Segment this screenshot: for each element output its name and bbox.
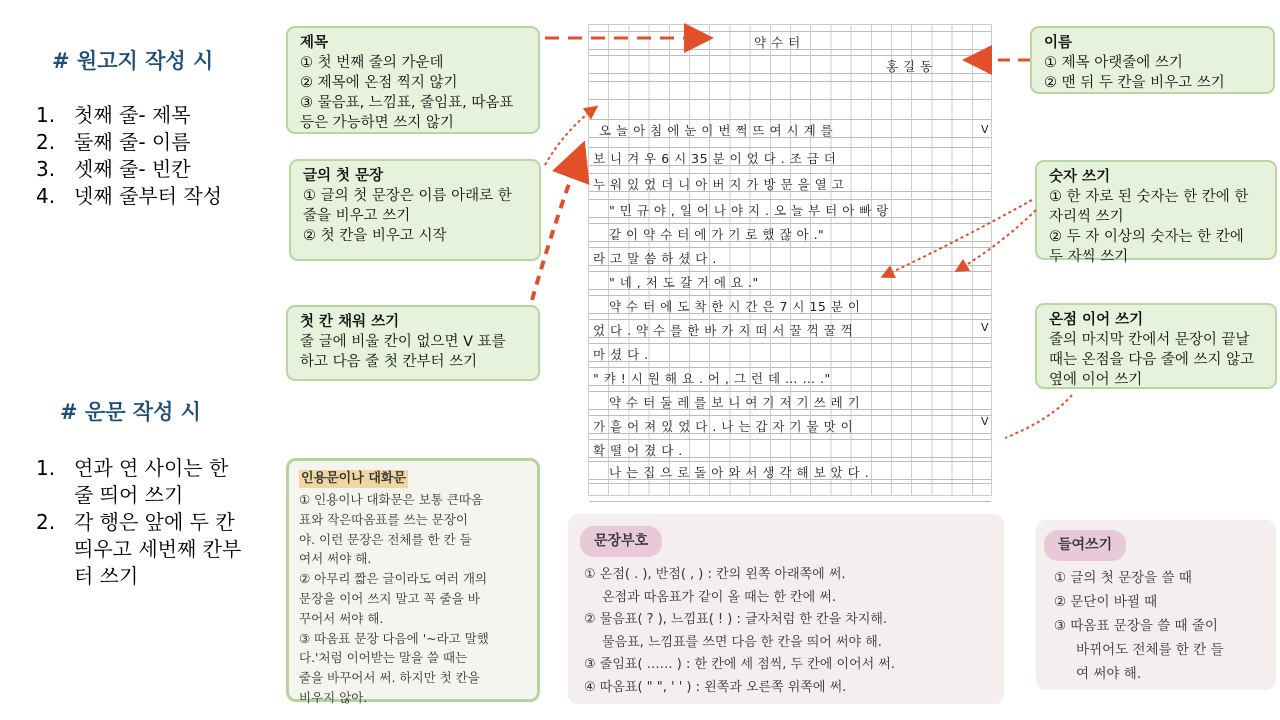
grid-row (589, 483, 991, 502)
grid-row-text: 확 떨 어 졌 다 . (593, 443, 683, 458)
v-mark: V (981, 321, 990, 334)
manuscript-grid (588, 24, 992, 496)
verse-rules-list (36, 455, 251, 590)
grid-row (589, 343, 991, 362)
grid-row-text: 약 수 터 에 도 착 한 시 간 은 7 시 15 분 이 (609, 299, 861, 314)
punctuation-rules-box (568, 514, 1004, 704)
indent-pill: 들여쓰기 (1044, 530, 1126, 561)
punctuation-lines: ① 온점( . ), 반점( , ) : 칸의 왼쪽 아래쪽에 써. 온점과 따옴표가 같이 올 때는 한 칸에 써. ② 물음표( ? ), 느낌표( ! ) : 글자처럼 한 칸을 차지해. 물음표, 느낌표를 쓰면 다음 한 칸을 띄어 써야 해. ③ 줄임표( …… ) : 한 칸에 세 점씩, 두 칸에 이어서 써. ④ 따옴표( " ", ' ' ) : 왼쪽과 오른쪽 위쪽에 써. (584, 567, 895, 695)
indent-lines: ① 글의 첫 문장을 쓸 때 ② 문단이 바뀔 때 ③ 따옴표 문장을 쓸 때 줄이 바뀌어도 전체를 한 칸 들 여 써야 해. (1054, 570, 1224, 682)
quote-rules-box (286, 458, 540, 705)
note-fill-first-cell: 첫 칸 채워 쓰기 줄 글에 비울 칸이 없으면 V 표를 하고 다음 줄 첫 칸부터 쓰기 (286, 305, 540, 381)
grid-row-text: 나 는 집 으 로 돌 아 와 서 생 각 해 보 았 다 . (609, 465, 870, 480)
grid-row-text: 약 수 터 둘 레 를 보 니 여 기 저 기 쓰 레 기 (609, 395, 861, 410)
grid-row-text: " 네 , 저 도 갈 거 에 요 ." (609, 275, 759, 290)
note-period-continuation: 온점 이어 쓰기 줄의 마지막 칸에서 문장이 끝날 때는 온점을 다음 줄에 쓰지 않고 옆에 이어 쓰기 (1035, 303, 1277, 389)
quote-box-lines: ① 인용이나 대화문은 보통 큰따옴 표와 작은따옴표를 쓰는 문장이 야. 이런 문장은 전체를 한 칸 들 여서 써야 해. ② 아무리 짧은 글이라도 여러 개의 문장을 이어 쓰지 말고 꼭 줄을 바 꾸어서 써야 해. ③ 따옴표 문장 다음에 '~라고 말했 다.'처럼 이어받는 말을 쓸 때는 줄을 바꾸어서 써. 하지만 첫 칸을 비우지 않아. (299, 492, 489, 705)
grid-row-text: 누 워 있 었 더 니 아 버 지 가 방 문 을 열 고 (593, 177, 845, 192)
list-item: 2. 각 행은 앞에 두 칸 띄우고 세번째 칸부터 쓰기 (36, 510, 242, 588)
manuscript-rules-list (36, 102, 246, 210)
grid-row-text: 마 셨 다 . (593, 347, 649, 362)
note-title-rules: 제목 ① 첫 번째 줄의 가운데 ② 제목에 온점 찍지 않기 ③ 물음표, 느낌표, 줄임표, 따옴표 등은 가능하면 쓰지 않기 (286, 26, 540, 134)
grid-row-text: 홍 길 동 (886, 59, 933, 74)
grid-row (589, 81, 991, 100)
note-name-rules: 이름 ① 제목 아랫줄에 쓰기 ② 맨 뒤 두 칸을 비우고 쓰기 (1030, 26, 1275, 94)
quote-box-title: 인용문이나 대화문 (301, 471, 406, 486)
punctuation-pill: 문장부호 (580, 526, 662, 557)
note-number-rules: 숫자 쓰기 ① 한 자로 된 숫자는 한 칸에 한 자리씩 쓰기 ② 두 자 이상의 숫자는 한 칸에 두 자씩 쓰기 (1035, 160, 1277, 260)
heading-manuscript: # 원고지 작성 시 (52, 49, 214, 73)
list-item: 4. 넷째 줄부터 작성 (36, 184, 222, 208)
list-item: 3. 셋째 줄- 빈칸 (36, 157, 191, 181)
grid-row-text: 같 이 약 수 터 에 가 기 로 했 잖 아 ." (609, 227, 825, 242)
note-first-sentence: 글의 첫 문장 ① 글의 첫 문장은 이름 아래로 한 줄을 비우고 쓰기 ② 첫 칸을 비우고 시작 (289, 159, 541, 261)
v-mark: V (981, 415, 990, 428)
heading-verse: # 운문 작성 시 (60, 400, 201, 424)
indent-rules-box (1036, 520, 1276, 690)
list-item: 2. 둘째 줄- 이름 (36, 130, 191, 154)
arrow-period (1005, 395, 1072, 438)
list-item: 1. 연과 연 사이는 한 줄 띄어 쓰기 (36, 456, 229, 507)
v-mark: V (981, 123, 990, 136)
grid-row-text: 라 고 말 씀 하 셨 다 . (593, 251, 717, 266)
grid-row-text: 오 늘 아 침 에 눈 이 번 쩍 뜨 여 시 계 를 (599, 123, 834, 138)
grid-row-text: " 민 규 야 , 일 어 나 야 지 . 오 늘 부 터 아 빠 랑 (609, 203, 889, 218)
grid-row-text: " 캬 ! 시 원 해 요 . 어 , 그 런 데 … … ." (593, 371, 831, 386)
grid-row-text: 가 흩 어 져 있 었 다 . 나 는 갑 자 기 물 맛 이 (593, 419, 854, 434)
list-item: 1. 첫째 줄- 제목 (36, 103, 191, 127)
grid-row-text: 약 수 터 (754, 35, 801, 50)
grid-row-text: 보 니 겨 우 6 시 35 분 이 었 다 . 조 금 더 (593, 151, 837, 166)
grid-row-text: 었 다 . 약 수 를 한 바 가 지 떠 서 꿀 꺽 꿀 꺽 (593, 323, 854, 338)
